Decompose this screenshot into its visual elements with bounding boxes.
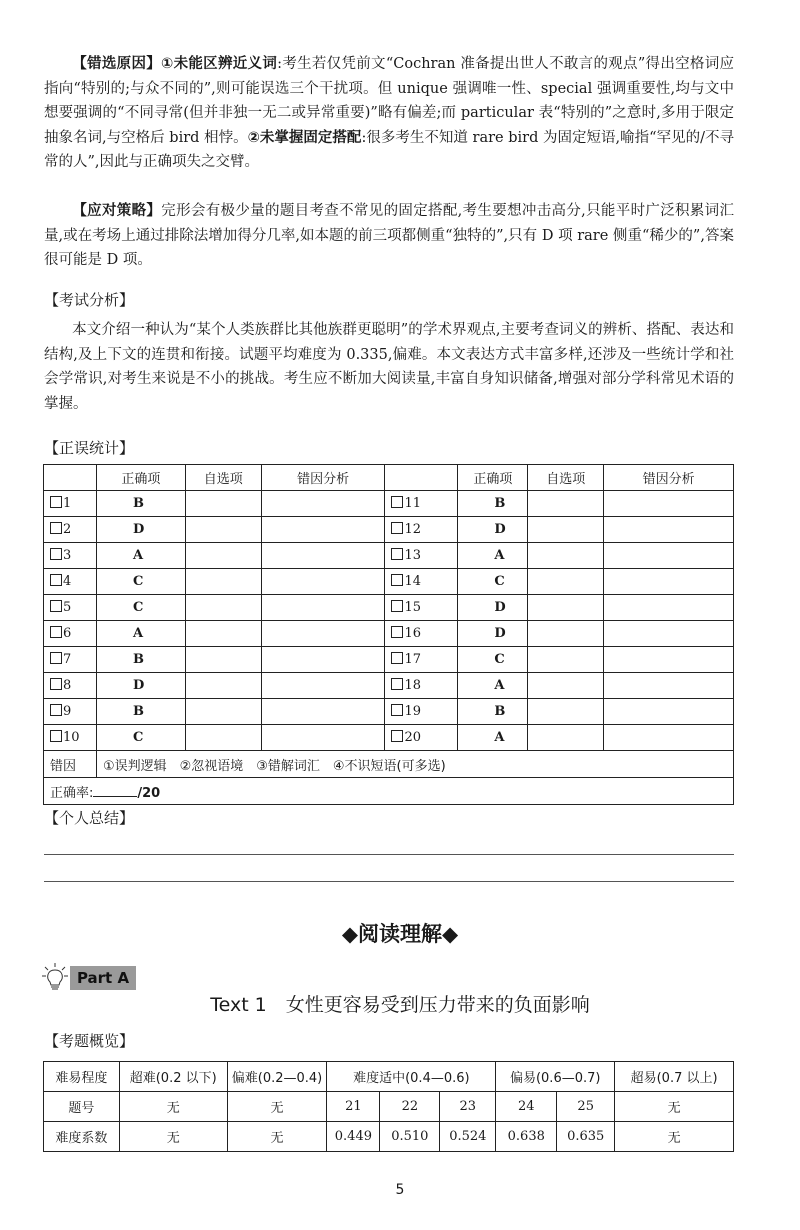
overview-question-none: 无	[227, 1092, 327, 1122]
checkbox[interactable]	[50, 522, 62, 534]
overview-coefficient-none: 无	[227, 1122, 327, 1152]
header-analysis: 错因分析	[261, 465, 385, 491]
overview-question-number: 24	[496, 1092, 557, 1122]
error-analysis-cell[interactable]	[604, 543, 734, 569]
question-number	[385, 699, 458, 725]
question-number	[44, 491, 97, 517]
strategy-text: 完形会有极少量的题目考查不常见的固定搭配,考生要想冲击高分,只能平时广泛积累词汇量,或在考场上通过排除法增加得分几率,如本题的前三项都侧重“独特的”,只有 D 项 rare 侧重“稀少的”,答案很可能是 D 项。	[44, 203, 734, 269]
question-number-label: 13	[404, 548, 422, 563]
error-analysis-cell[interactable]	[604, 725, 734, 751]
question-number-label: 16	[404, 626, 422, 641]
error-reason-point2-head: ②未掌握固定搭配	[247, 129, 362, 146]
overview-level-very-easy: 超易(0.7 以上)	[615, 1062, 734, 1092]
overview-row-difficulty	[44, 1062, 734, 1092]
correct-answer: B	[96, 491, 185, 517]
question-number	[44, 673, 97, 699]
overview-question-number: 25	[557, 1092, 615, 1122]
overview-question-number: 23	[440, 1092, 496, 1122]
question-number	[385, 647, 458, 673]
question-number-label: 9	[63, 704, 72, 719]
error-analysis-cell[interactable]	[604, 699, 734, 725]
question-number	[385, 517, 458, 543]
error-analysis-cell[interactable]	[261, 725, 385, 751]
correct-answer: A	[96, 543, 185, 569]
overview-level-medium: 难度适中(0.4—0.6)	[327, 1062, 496, 1092]
error-reason-point1-text: :考生若仅凭前文“Cochran 准备提出世人不敢言的观点”得出空格词应指向“特别的;与众不同的”,则可能误选三个干扰项。但 unique 强调唯一性、special 强调重要性,均与文中想要强调的“不同寻常(但并非独一无二或异常重要)”略有偏差;而 particular 表“特别的”之意时,多用于限定抽象名词,与空格后 bird 相悖。	[44, 56, 734, 146]
overview-coefficient-value: 0.638	[496, 1122, 557, 1152]
selected-answer-cell[interactable]	[185, 621, 261, 647]
reading-section-title: ◆阅读理解◆	[341, 922, 459, 946]
cause-row	[44, 751, 734, 778]
checkbox[interactable]	[391, 730, 403, 742]
checkbox[interactable]	[50, 574, 62, 586]
question-number	[385, 673, 458, 699]
selected-answer-cell[interactable]	[528, 673, 604, 699]
question-number-label: 11	[404, 496, 422, 511]
checkbox[interactable]	[391, 522, 403, 534]
overview-level-easy: 偏易(0.6—0.7)	[496, 1062, 615, 1092]
correct-answer: B	[96, 647, 185, 673]
selected-answer-cell[interactable]	[185, 699, 261, 725]
error-analysis-cell[interactable]	[604, 569, 734, 595]
correct-answer: B	[458, 699, 528, 725]
checkbox[interactable]	[391, 652, 403, 664]
checkbox[interactable]	[50, 600, 62, 612]
checkbox[interactable]	[391, 496, 403, 508]
stats-row	[44, 517, 734, 543]
question-number	[44, 595, 97, 621]
error-analysis-cell[interactable]	[261, 595, 385, 621]
overview-difficulty-label: 难易程度	[44, 1062, 120, 1092]
correct-answer: C	[458, 647, 528, 673]
summary-line-1[interactable]	[44, 854, 734, 855]
overview-table	[43, 1061, 734, 1152]
header-analysis-2: 错因分析	[604, 465, 734, 491]
error-reason-point2-text: :很多考生不知道 rare bird 为固定短语,喻指“罕见的/不寻常的人”,因此与正确项失之交臂。	[44, 129, 735, 171]
question-number-label: 12	[404, 522, 422, 537]
correct-answer: D	[458, 621, 528, 647]
question-number-label: 15	[404, 600, 422, 615]
selected-answer-cell[interactable]	[185, 725, 261, 751]
overview-question-number: 22	[380, 1092, 440, 1122]
question-number	[44, 569, 97, 595]
cause-label: 错因	[44, 751, 97, 778]
question-number-label: 18	[404, 678, 422, 693]
stats-row	[44, 543, 734, 569]
error-analysis-cell[interactable]	[604, 621, 734, 647]
overview-row-coefficient	[44, 1122, 734, 1152]
overview-question-none: 无	[615, 1092, 734, 1122]
stats-header-row	[44, 465, 734, 491]
selected-answer-cell[interactable]	[185, 491, 261, 517]
error-analysis-cell[interactable]	[261, 491, 385, 517]
selected-answer-cell[interactable]	[528, 491, 604, 517]
overview-question-label: 题号	[44, 1092, 120, 1122]
error-reason-point1-head: ①未能区辨近义词	[161, 56, 278, 72]
question-number	[385, 595, 458, 621]
checkbox[interactable]	[50, 626, 62, 638]
selected-answer-cell[interactable]	[185, 595, 261, 621]
question-number	[385, 543, 458, 569]
question-number-label: 6	[63, 626, 72, 641]
error-analysis-cell[interactable]	[261, 621, 385, 647]
header-selected: 自选项	[185, 465, 261, 491]
lightbulb-icon	[42, 962, 68, 992]
stats-row	[44, 699, 734, 725]
error-reason-paragraph	[44, 52, 734, 175]
question-number	[44, 725, 97, 751]
accuracy-blank[interactable]	[93, 784, 137, 797]
error-analysis-cell[interactable]	[604, 595, 734, 621]
page-number: 5	[395, 1182, 405, 1198]
correct-answer: D	[96, 517, 185, 543]
selected-answer-cell[interactable]	[528, 517, 604, 543]
part-a-badge: Part A	[70, 966, 136, 990]
checkbox[interactable]	[50, 548, 62, 560]
stats-row	[44, 647, 734, 673]
checkbox[interactable]	[50, 652, 62, 664]
summary-line-2[interactable]	[44, 881, 734, 882]
overview-level-very-hard: 超难(0.2 以下)	[119, 1062, 227, 1092]
strategy-paragraph	[44, 199, 734, 273]
overview-coefficient-value: 0.635	[557, 1122, 615, 1152]
question-number	[44, 621, 97, 647]
stats-table	[43, 464, 734, 805]
question-number	[44, 699, 97, 725]
selected-answer-cell[interactable]	[528, 699, 604, 725]
text-1-title: Text 1 女性更容易受到压力带来的负面影响	[210, 994, 590, 1016]
checkbox[interactable]	[50, 730, 62, 742]
checkbox[interactable]	[50, 704, 62, 716]
correct-answer: A	[458, 725, 528, 751]
error-analysis-cell[interactable]	[604, 491, 734, 517]
correct-answer: A	[96, 621, 185, 647]
correct-answer: C	[458, 569, 528, 595]
selected-answer-cell[interactable]	[528, 725, 604, 751]
summary-label: 【个人总结】	[44, 809, 135, 827]
accuracy-total: /20	[137, 785, 161, 801]
question-number-label: 8	[63, 678, 72, 693]
exam-analysis-paragraph	[44, 318, 734, 416]
overview-level-hard: 偏难(0.2—0.4)	[227, 1062, 327, 1092]
correct-answer: B	[96, 699, 185, 725]
selected-answer-cell[interactable]	[528, 621, 604, 647]
error-analysis-cell[interactable]	[261, 543, 385, 569]
question-number-label: 17	[404, 652, 422, 667]
error-analysis-cell[interactable]	[261, 569, 385, 595]
header-correct: 正确项	[96, 465, 185, 491]
overview-question-number: 21	[327, 1092, 380, 1122]
checkbox[interactable]	[391, 574, 403, 586]
checkbox[interactable]	[50, 678, 62, 690]
selected-answer-cell[interactable]	[528, 647, 604, 673]
error-reason-label: 【错选原因】	[72, 56, 162, 72]
question-number	[385, 569, 458, 595]
question-number	[385, 725, 458, 751]
question-number-label: 10	[63, 730, 80, 745]
selected-answer-cell[interactable]	[528, 543, 604, 569]
checkbox[interactable]	[391, 704, 403, 716]
question-number-label: 7	[63, 652, 72, 667]
header-selected-2: 自选项	[528, 465, 604, 491]
accuracy-label: 正确率:	[50, 785, 94, 801]
overview-coefficient-value: 0.449	[327, 1122, 380, 1152]
question-number	[385, 621, 458, 647]
correct-answer: A	[458, 543, 528, 569]
selected-answer-cell[interactable]	[185, 543, 261, 569]
selected-answer-cell[interactable]	[528, 595, 604, 621]
selected-answer-cell[interactable]	[528, 569, 604, 595]
overview-question-none: 无	[119, 1092, 227, 1122]
stats-row	[44, 595, 734, 621]
error-analysis-cell[interactable]	[604, 673, 734, 699]
question-number-label: 2	[63, 522, 72, 537]
error-analysis-cell[interactable]	[261, 517, 385, 543]
stats-row	[44, 491, 734, 517]
stats-row	[44, 569, 734, 595]
stats-row	[44, 621, 734, 647]
exam-analysis-label: 【考试分析】	[44, 291, 135, 309]
selected-answer-cell[interactable]	[185, 647, 261, 673]
overview-coefficient-none: 无	[615, 1122, 734, 1152]
header-correct-2: 正确项	[458, 465, 528, 491]
error-analysis-cell[interactable]	[261, 673, 385, 699]
stats-label: 【正误统计】	[44, 439, 135, 457]
error-analysis-cell[interactable]	[604, 517, 734, 543]
question-number	[44, 543, 97, 569]
stats-row	[44, 725, 734, 751]
question-number-label: 5	[63, 600, 72, 615]
overview-coefficient-none: 无	[119, 1122, 227, 1152]
correct-answer: D	[96, 673, 185, 699]
checkbox[interactable]	[391, 600, 403, 612]
checkbox[interactable]	[391, 548, 403, 560]
overview-coefficient-value: 0.510	[380, 1122, 440, 1152]
error-analysis-cell[interactable]	[261, 647, 385, 673]
question-number-label: 19	[404, 704, 422, 719]
overview-row-question	[44, 1092, 734, 1122]
question-number	[44, 647, 97, 673]
cause-options[interactable]: ①误判逻辑 ②忽视语境 ③错解词汇 ④不识短语(可多选)	[96, 751, 733, 778]
overview-label: 【考题概览】	[44, 1032, 135, 1050]
stats-row	[44, 673, 734, 699]
checkbox[interactable]	[391, 626, 403, 638]
accuracy-row	[44, 778, 734, 805]
correct-answer: B	[458, 491, 528, 517]
question-number-label: 14	[404, 574, 422, 589]
error-analysis-cell[interactable]	[261, 699, 385, 725]
correct-answer: C	[96, 725, 185, 751]
overview-coefficient-value: 0.524	[440, 1122, 496, 1152]
checkbox[interactable]	[391, 678, 403, 690]
correct-answer: C	[96, 569, 185, 595]
correct-answer: A	[458, 673, 528, 699]
selected-answer-cell[interactable]	[185, 517, 261, 543]
correct-answer: D	[458, 595, 528, 621]
exam-analysis-text: 本文介绍一种认为“某个人类族群比其他族群更聪明”的学术界观点,主要考查词义的辨析、搭配、表达和结构,及上下文的连贯和衔接。试题平均难度为 0.335,偏难。本文表达方式丰富多样,还涉及一些统计学和社会学常识,对考生来说是不小的挑战。考生应不断加大阅读量,丰富自身知识储备,增强对部分学科常见术语的掌握。	[44, 322, 734, 412]
strategy-label: 【应对策略】	[72, 203, 162, 219]
question-number-label: 4	[63, 574, 72, 589]
selected-answer-cell[interactable]	[185, 673, 261, 699]
overview-coefficient-label: 难度系数	[44, 1122, 120, 1152]
question-number-label: 3	[63, 548, 72, 563]
question-number-label: 20	[404, 730, 422, 745]
selected-answer-cell[interactable]	[185, 569, 261, 595]
correct-answer: C	[96, 595, 185, 621]
question-number	[385, 491, 458, 517]
correct-answer: D	[458, 517, 528, 543]
error-analysis-cell[interactable]	[604, 647, 734, 673]
question-number-label: 1	[63, 496, 72, 511]
checkbox[interactable]	[50, 496, 62, 508]
question-number	[44, 517, 97, 543]
